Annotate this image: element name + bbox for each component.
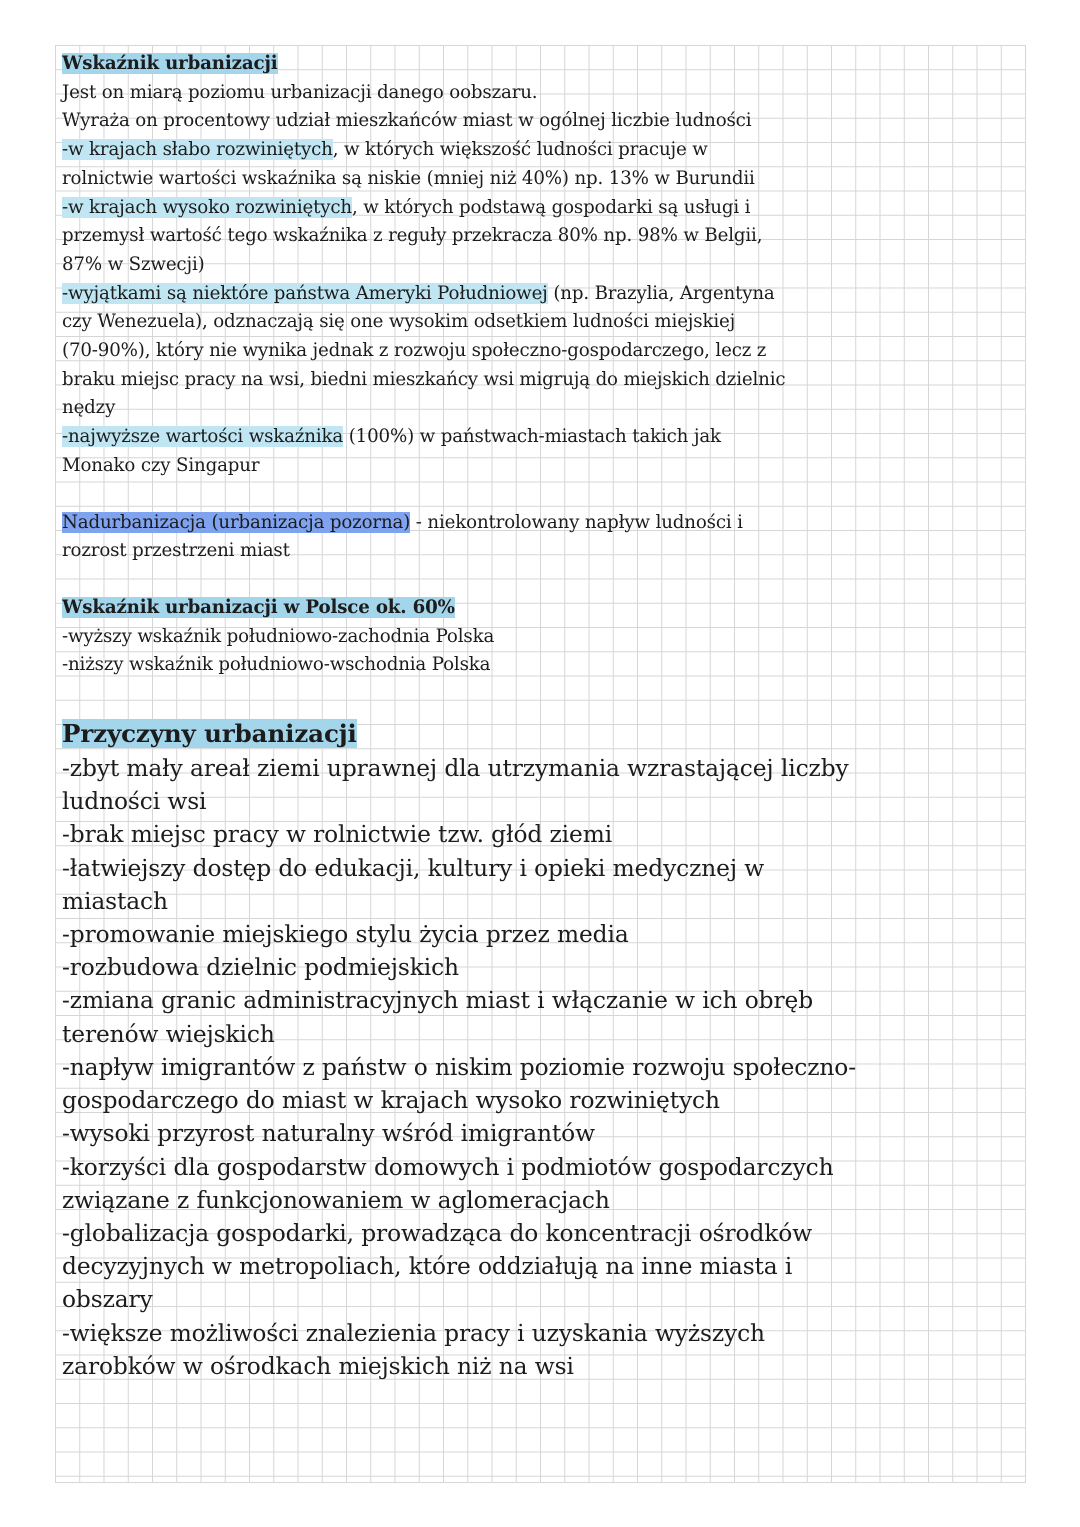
highlighted-term: Nadurbanizacja (urbanizacja pozorna) — [62, 511, 411, 533]
list-line: -łatwiejszy dostęp do edukacji, kultury i opieki medycznej w — [62, 854, 765, 882]
list-line: -promowanie miejskiego stylu życia przez media — [62, 921, 629, 949]
list-line: -większe możliwości znalezienia pracy i uzyskania wyższych — [62, 1319, 765, 1347]
list-line: decyzyjnych w metropoliach, które oddziałują na inne miasta i — [62, 1253, 793, 1281]
section-heading: Przyczyny urbanizacji — [62, 719, 357, 749]
list-line: -korzyści dla gospodarstw domowych i podmiotów gospodarczych — [62, 1153, 834, 1181]
list-line: miastach — [62, 887, 168, 915]
list-line: ludności wsi — [62, 788, 207, 816]
text-line: 87% w Szwecji) — [62, 253, 205, 275]
text-span: , w których większość ludności pracuje w — [332, 139, 708, 161]
section-overurbanization — [62, 509, 1017, 566]
text-line: (70-90%), który nie wynika jednak z rozwoju społeczno-gospodarczego, lecz z — [62, 340, 767, 362]
list-line: -napływ imigrantów z państw o niskim poziomie rozwoju społeczno- — [62, 1053, 856, 1081]
list-line: -zmiana granic administracyjnych miast i włączanie w ich obręb — [62, 987, 814, 1015]
section-heading: Wskaźnik urbanizacji — [62, 53, 278, 74]
text-line: przemysł wartość tego wskaźnika z reguły przekracza 80% np. 98% w Belgii, — [62, 225, 763, 247]
list-line: -wysoki przyrost naturalny wśród imigrantów — [62, 1120, 595, 1148]
text-span: - niekontrolowany napływ ludności i — [410, 511, 743, 533]
text-line: Jest on miarą poziomu urbanizacji danego oobszaru. — [62, 81, 538, 103]
section-causes — [62, 716, 1017, 1383]
list-line: -brak miejsc pracy w rolnictwie tzw. głód ziemi — [62, 821, 613, 849]
highlighted-phrase: -w krajach słabo rozwiniętych — [62, 139, 333, 161]
highlighted-phrase: -najwyższe wartości wskaźnika — [62, 426, 344, 448]
text-span: (np. Brazylia, Argentyna — [547, 282, 775, 304]
note-content — [62, 50, 1017, 1383]
section-heading: Wskaźnik urbanizacji w Polsce ok. 60% — [62, 596, 455, 618]
section-urbanization-index — [62, 50, 1017, 481]
text-line: rozrost przestrzeni miast — [62, 540, 290, 562]
list-line: -globalizacja gospodarki, prowadząca do koncentracji ośrodków — [62, 1219, 813, 1247]
highlighted-phrase: -w krajach wysoko rozwiniętych — [62, 196, 352, 218]
text-line: Wyraża on procentowy udział mieszkańców miast w ogólnej liczbie ludności — [62, 110, 752, 132]
list-line: -zbyt mały areał ziemi uprawnej dla utrzymania wzrastającej liczby — [62, 755, 849, 783]
list-line: terenów wiejskich — [62, 1020, 275, 1048]
text-line: nędzy — [62, 397, 116, 419]
text-line: braku miejsc pracy na wsi, biedni mieszkańcy wsi migrują do miejskich dzielnic — [62, 368, 786, 390]
list-line: związane z funkcjonowaniem w aglomeracjach — [62, 1186, 610, 1214]
text-line: -niższy wskaźnik południowo-wschodnia Polska — [62, 654, 491, 676]
list-line: zarobków w ośrodkach miejskich niż na wsi — [62, 1352, 574, 1380]
text-line: rolnictwie wartości wskaźnika są niskie (mniej niż 40%) np. 13% w Burundii — [62, 167, 755, 189]
text-span: , w których podstawą gospodarki są usługi i — [351, 196, 751, 218]
text-line: -wyższy wskaźnik południowo-zachodnia Polska — [62, 625, 495, 647]
highlighted-phrase: -wyjątkami są niektóre państwa Ameryki Południowej — [62, 282, 548, 304]
text-line: czy Wenezuela), odznaczają się one wysokim odsetkiem ludności miejskiej — [62, 311, 736, 333]
list-line: gospodarczego do miast w krajach wysoko rozwiniętych — [62, 1087, 720, 1115]
section-poland-index — [62, 594, 1017, 680]
list-line: -rozbudowa dzielnic podmiejskich — [62, 954, 459, 982]
text-line: Monako czy Singapur — [62, 454, 260, 476]
text-span: (100%) w państwach-miastach takich jak — [343, 426, 721, 448]
list-line: obszary — [62, 1286, 153, 1314]
